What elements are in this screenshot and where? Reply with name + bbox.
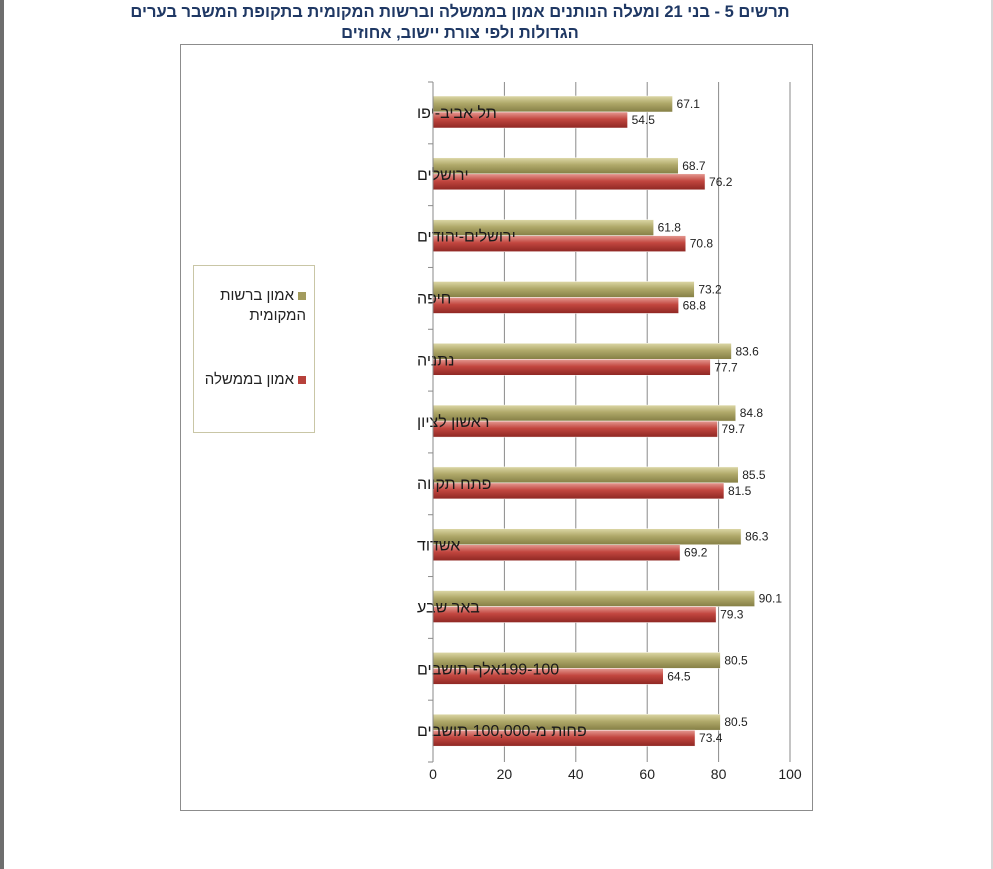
chart-title-line-1: תרשים 5 - בני 21 ומעלה הנותנים אמון בממשלה וברשות המקומית בתקופת המשבר בערים: [130, 3, 790, 21]
x-tick-label: 80: [710, 766, 727, 782]
data-label-local-9: 80.5: [724, 653, 748, 668]
data-label-government-9: 64.5: [667, 669, 691, 684]
data-label-government-10: 73.4: [699, 731, 723, 746]
x-tick-label: 60: [639, 766, 655, 782]
data-label-government-0: 54.5: [631, 113, 655, 127]
data-label-government-4: 77.7: [714, 360, 738, 375]
category-label-6: פתח תקווה: [417, 475, 492, 493]
data-label-local-10: 80.5: [724, 715, 748, 730]
legend: [193, 265, 315, 433]
data-label-local-7: 86.3: [745, 529, 769, 544]
data-label-local-0: 67.1: [676, 97, 700, 111]
category-label-10: פחות מ-100,000 תושבים: [417, 723, 587, 741]
bar-local-3: [433, 281, 694, 297]
bar-local-7: [433, 529, 741, 545]
legend-label-local: אמון ברשות המקומית: [220, 287, 306, 324]
category-label-0: תל אביב-יפו: [417, 105, 497, 122]
category-label-7: אשדוד: [417, 537, 461, 555]
data-label-local-4: 83.6: [735, 344, 759, 359]
category-label-3: חיפה: [417, 290, 452, 308]
bar-local-8: [433, 591, 755, 607]
data-label-local-3: 73.2: [698, 282, 722, 297]
bar-local-1: [433, 158, 678, 174]
data-label-local-2: 61.8: [657, 220, 681, 235]
legend-item-government: [196, 370, 306, 390]
data-label-government-6: 81.5: [727, 483, 752, 498]
data-label-government-8: 79.3: [720, 607, 744, 622]
bar-government-1: [433, 174, 705, 190]
x-tick-label: 20: [496, 766, 513, 782]
category-label-4: נתניה: [417, 352, 455, 370]
legend-item-local: [202, 286, 306, 326]
chart-title-line-2: הגדולות ולפי צורת יישוב, אחוזים: [341, 24, 579, 42]
category-label-1: ירושלים: [417, 166, 469, 184]
data-label-government-5: 79.7: [721, 422, 745, 437]
data-label-government-1: 76.2: [709, 174, 733, 189]
legend-label-government: אמון בממשלה: [204, 371, 294, 388]
bar-government-4: [433, 359, 710, 375]
bar-local-4: [433, 343, 731, 359]
legend-swatch-government: [298, 376, 306, 384]
bar-government-3: [433, 297, 679, 313]
category-label-5: ראשון לציון: [417, 414, 490, 432]
data-label-local-6: 85.5: [742, 467, 766, 482]
category-label-9: 199-100אלף תושבים: [417, 661, 560, 679]
x-tick-label: 0: [429, 766, 437, 782]
data-label-local-8: 90.1: [758, 591, 783, 606]
bar-government-7: [433, 545, 680, 561]
data-label-government-2: 70.8: [689, 236, 714, 251]
category-label-8: באר שבע: [417, 599, 480, 617]
category-label-2: ירושלים-יהודים: [417, 228, 516, 246]
data-label-local-5: 84.8: [739, 406, 764, 421]
data-label-government-3: 68.8: [682, 298, 706, 313]
data-label-local-1: 68.7: [682, 158, 706, 173]
legend-swatch-local: [298, 292, 306, 300]
x-tick-label: 40: [568, 766, 584, 782]
x-tick-label: 100: [778, 766, 802, 782]
data-label-government-7: 69.2: [684, 545, 708, 560]
